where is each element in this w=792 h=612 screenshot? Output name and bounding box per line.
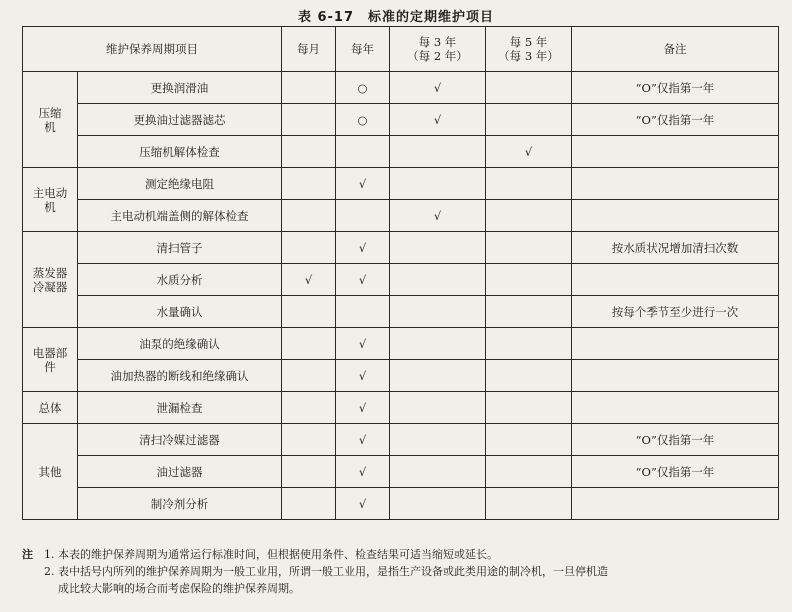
table-row: [23, 72, 779, 104]
remark-cell: [572, 168, 779, 200]
yearly-mark: ○: [336, 104, 390, 136]
header-three-year: 每 3 年 （每 2 年）: [390, 27, 486, 72]
table-row: [23, 200, 779, 232]
monthly-cell: [282, 360, 336, 392]
five-year-cell: [486, 264, 572, 296]
remark-cell: [572, 264, 779, 296]
five-year-cell: [486, 488, 572, 520]
remark-cell: [572, 360, 779, 392]
category-evaporator: 蒸发器 冷凝器: [23, 232, 78, 328]
three-year-mark: √: [390, 72, 486, 104]
item-cell: 制冷剂分析: [78, 488, 282, 520]
yearly-cell: [336, 296, 390, 328]
table-caption: 表 6-17 标准的定期维护项目: [297, 10, 495, 25]
yearly-mark: ○: [336, 72, 390, 104]
note-2: [22, 563, 778, 580]
table-row: [23, 104, 779, 136]
item-cell: 压缩机解体检查: [78, 136, 282, 168]
table-notes: [22, 546, 778, 597]
item-cell: 水量确认: [78, 296, 282, 328]
category-compressor: 压缩 机: [23, 72, 78, 168]
category-overall: 总体: [23, 392, 78, 424]
five-year-mark: √: [486, 136, 572, 168]
table-row: [23, 264, 779, 296]
five-year-cell: [486, 72, 572, 104]
item-cell: 油泵的绝缘确认: [78, 328, 282, 360]
remark-cell: “O”仅指第一年: [572, 104, 779, 136]
five-year-cell: [486, 456, 572, 488]
monthly-cell: [282, 456, 336, 488]
yearly-mark: √: [336, 328, 390, 360]
table-row: [23, 456, 779, 488]
header-row: [23, 27, 779, 72]
monthly-cell: [282, 488, 336, 520]
five-year-cell: [486, 296, 572, 328]
yearly-cell: [336, 136, 390, 168]
remark-cell: [572, 328, 779, 360]
category-other: 其他: [23, 424, 78, 520]
table-row: [23, 296, 779, 328]
five-year-cell: [486, 328, 572, 360]
table-row: [23, 488, 779, 520]
yearly-cell: [336, 200, 390, 232]
item-cell: 主电动机端盖侧的解体检查: [78, 200, 282, 232]
yearly-mark: √: [336, 456, 390, 488]
maintenance-table: [22, 26, 779, 520]
yearly-mark: √: [336, 264, 390, 296]
table-row: [23, 360, 779, 392]
three-year-cell: [390, 296, 486, 328]
item-cell: 清扫管子: [78, 232, 282, 264]
remark-cell: [572, 136, 779, 168]
category-electrical: 电器部 件: [23, 328, 78, 392]
note-2-continued-text: 成比较大影响的场合而考虑保险的维护保养周期。: [58, 582, 300, 595]
table-row: [23, 232, 779, 264]
note-1: [22, 546, 778, 563]
three-year-mark: √: [390, 104, 486, 136]
yearly-mark: √: [336, 424, 390, 456]
item-cell: 泄漏检查: [78, 392, 282, 424]
three-year-cell: [390, 328, 486, 360]
yearly-mark: √: [336, 392, 390, 424]
five-year-cell: [486, 360, 572, 392]
monthly-cell: [282, 72, 336, 104]
remark-cell: 按水质状况增加清扫次数: [572, 232, 779, 264]
note-2-text: 2. 表中括号内所列的维护保养周期为一般工业用，所谓一般工业用，是指生产设备或此类用途的制冷机，一旦停机造: [44, 565, 608, 578]
table-row: [23, 136, 779, 168]
yearly-mark: √: [336, 488, 390, 520]
monthly-cell: [282, 424, 336, 456]
three-year-cell: [390, 168, 486, 200]
item-cell: 油加热器的断线和绝缘确认: [78, 360, 282, 392]
three-year-cell: [390, 488, 486, 520]
remark-cell: [572, 392, 779, 424]
yearly-mark: √: [336, 232, 390, 264]
monthly-cell: [282, 392, 336, 424]
note-1-text: 1. 本表的维护保养周期为通常运行标准时间，但根据使用条件、检查结果可适当缩短或延长。: [44, 548, 498, 561]
category-motor: 主电动 机: [23, 168, 78, 232]
five-year-cell: [486, 104, 572, 136]
item-cell: 测定绝缘电阻: [78, 168, 282, 200]
remark-cell: “O”仅指第一年: [572, 72, 779, 104]
five-year-cell: [486, 392, 572, 424]
monthly-cell: [282, 328, 336, 360]
item-cell: 清扫冷媒过滤器: [78, 424, 282, 456]
table-row: [23, 328, 779, 360]
header-item: 维护保养周期项目: [23, 27, 282, 72]
item-cell: 更换润滑油: [78, 72, 282, 104]
notes-label: 注: [22, 548, 33, 561]
three-year-cell: [390, 232, 486, 264]
monthly-cell: [282, 200, 336, 232]
table-row: [23, 168, 779, 200]
five-year-cell: [486, 232, 572, 264]
three-year-mark: √: [390, 200, 486, 232]
remark-cell: [572, 200, 779, 232]
monthly-cell: [282, 104, 336, 136]
three-year-cell: [390, 392, 486, 424]
remark-cell: [572, 488, 779, 520]
note-2-continued: [22, 580, 778, 597]
yearly-mark: √: [336, 360, 390, 392]
three-year-cell: [390, 264, 486, 296]
table-row: [23, 424, 779, 456]
header-five-year: 每 5 年 （每 3 年）: [486, 27, 572, 72]
item-cell: 油过滤器: [78, 456, 282, 488]
monthly-cell: [282, 296, 336, 328]
remark-cell: “O”仅指第一年: [572, 424, 779, 456]
three-year-cell: [390, 456, 486, 488]
monthly-cell: [282, 168, 336, 200]
remark-cell: 按每个季节至少进行一次: [572, 296, 779, 328]
item-cell: 更换油过滤器滤芯: [78, 104, 282, 136]
yearly-mark: √: [336, 168, 390, 200]
remark-cell: “O”仅指第一年: [572, 456, 779, 488]
five-year-cell: [486, 200, 572, 232]
header-yearly: 每年: [336, 27, 390, 72]
monthly-cell: [282, 232, 336, 264]
five-year-cell: [486, 424, 572, 456]
three-year-cell: [390, 424, 486, 456]
table-row: [23, 392, 779, 424]
item-cell: 水质分析: [78, 264, 282, 296]
five-year-cell: [486, 168, 572, 200]
three-year-cell: [390, 360, 486, 392]
header-monthly: 每月: [282, 27, 336, 72]
monthly-cell: [282, 136, 336, 168]
monthly-mark: √: [282, 264, 336, 296]
three-year-cell: [390, 136, 486, 168]
header-remarks: 备注: [572, 27, 779, 72]
